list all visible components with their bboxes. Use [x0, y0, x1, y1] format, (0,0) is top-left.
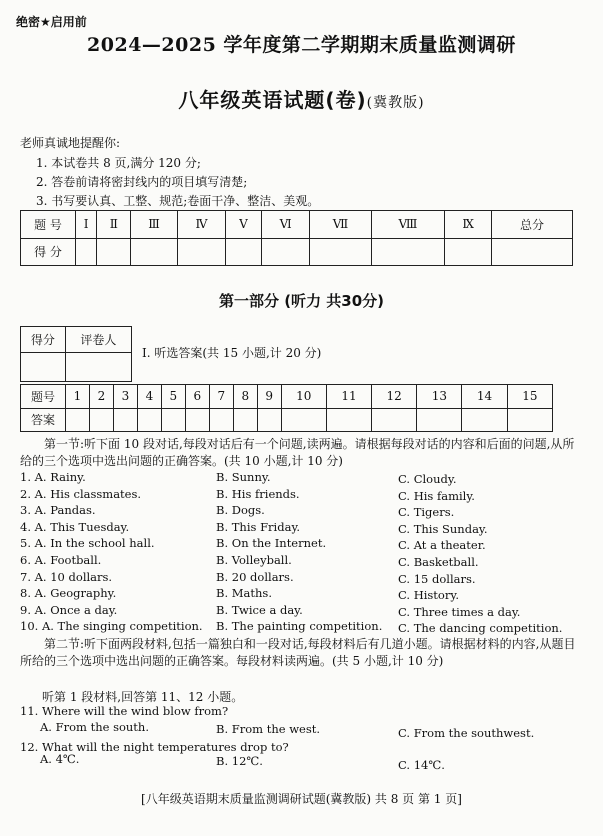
- option-c[interactable]: C. The dancing competition.: [398, 621, 563, 636]
- section-a-instructions: 第一节:听下面 10 段对话,每段对话后有一个问题,读两遍。请根据每段对话的内容和后面的问题,从所给的三个选项中选出问题的正确答案。(共 10 小题,计 10 分): [20, 437, 575, 468]
- score-cell[interactable]: [76, 238, 97, 266]
- score-header-cell: Ⅸ: [445, 211, 492, 239]
- score-header-cell: Ⅵ: [261, 211, 309, 239]
- score-cell[interactable]: [131, 238, 178, 266]
- answer-cell[interactable]: [281, 408, 326, 432]
- answer-header-cell: 1: [66, 385, 90, 409]
- option-b[interactable]: B. This Friday.: [216, 519, 301, 534]
- answer-header-cell: 10: [281, 385, 326, 409]
- answer-header-cell: 6: [185, 385, 209, 409]
- option-c[interactable]: C. Basketball.: [398, 555, 479, 569]
- option-c[interactable]: C. 15 dollars.: [398, 571, 476, 586]
- answer-cell[interactable]: [326, 408, 371, 432]
- question-option-a[interactable]: 9. A. Once a day.: [20, 602, 118, 617]
- grader-reviewer-label: 评卷人: [65, 327, 131, 353]
- question-option-a[interactable]: 7. A. 10 dollars.: [20, 569, 113, 584]
- answer-cell[interactable]: [209, 408, 233, 432]
- exam-title: 2024—2025 学年度第二学期期末质量监测调研: [87, 34, 516, 56]
- option-b[interactable]: B. 12℃.: [216, 754, 263, 768]
- question-12: 12. What will the night temperatures drop to?: [20, 740, 289, 754]
- page-footer: [八年级英语期末质量监测调研试题(冀教版) 共 8 页 第 1 页]: [141, 792, 462, 806]
- score-row-label: 得 分: [21, 238, 76, 266]
- answer-header-cell: 题号: [21, 385, 66, 409]
- answer-cell[interactable]: [257, 408, 281, 432]
- score-cell[interactable]: [261, 238, 309, 266]
- question-option-a[interactable]: 3. A. Pandas.: [20, 503, 96, 518]
- notice-heading: 老师真诚地提醒你:: [20, 136, 121, 150]
- answer-cell[interactable]: [462, 408, 507, 432]
- answer-header-cell: 13: [417, 385, 462, 409]
- option-c[interactable]: C. Three times a day.: [398, 604, 521, 619]
- score-cell[interactable]: [445, 238, 492, 266]
- answer-header-cell: 15: [507, 385, 552, 409]
- grader-score-label: 得分: [21, 327, 66, 353]
- answer-cell[interactable]: [233, 408, 257, 432]
- answer-header-cell: 12: [372, 385, 417, 409]
- grader-box: [20, 326, 132, 382]
- subtitle-text: 八年级英语试题(卷): [178, 88, 367, 112]
- material-1-instruction: 听第 1 段材料,回答第 11、12 小题。: [42, 690, 244, 704]
- option-b[interactable]: B. 20 dollars.: [216, 569, 294, 584]
- option-c[interactable]: C. From the southwest.: [398, 726, 535, 740]
- option-c[interactable]: C. History.: [398, 588, 459, 603]
- option-b[interactable]: B. Volleyball.: [216, 553, 292, 567]
- answer-cell[interactable]: [507, 408, 552, 432]
- option-a[interactable]: A. From the south.: [40, 720, 149, 734]
- part1-title: 第一部分 (听力 共30分): [218, 292, 385, 310]
- answer-table: [20, 384, 553, 432]
- question-option-a[interactable]: 8. A. Geography.: [20, 586, 117, 601]
- question-option-a[interactable]: 1. A. Rainy.: [20, 470, 86, 484]
- exam-subtitle: [0, 84, 603, 113]
- notice-item: 3. 书写要认真、工整、规范;卷面干净、整洁、美观。: [36, 194, 320, 208]
- score-header-cell: 题 号: [21, 211, 76, 239]
- option-b[interactable]: B. Dogs.: [216, 503, 265, 518]
- question-option-a[interactable]: 6. A. Football.: [20, 553, 102, 567]
- score-header-cell: Ⅲ: [131, 211, 178, 239]
- question-11: 11. Where will the wind blow from?: [20, 704, 229, 718]
- option-c[interactable]: C. 14℃.: [398, 758, 445, 772]
- grader-score-cell[interactable]: [21, 353, 66, 382]
- option-c[interactable]: C. Cloudy.: [398, 472, 457, 486]
- option-a[interactable]: A. 4℃.: [40, 752, 80, 766]
- option-c[interactable]: C. At a theater.: [398, 538, 486, 553]
- score-cell[interactable]: [492, 238, 573, 266]
- confidential-mark: 绝密★启用前: [16, 15, 87, 29]
- answer-cell[interactable]: [417, 408, 462, 432]
- score-cell[interactable]: [226, 238, 262, 266]
- option-b[interactable]: B. From the west.: [216, 722, 321, 736]
- answer-header-cell: 5: [161, 385, 185, 409]
- score-header-cell: Ⅶ: [310, 211, 371, 239]
- answer-cell[interactable]: [137, 408, 161, 432]
- score-header-cell: 总分: [492, 211, 573, 239]
- score-header-cell: Ⅳ: [177, 211, 225, 239]
- notice-item: 1. 本试卷共 8 页,满分 120 分;: [36, 156, 201, 170]
- option-b[interactable]: B. His friends.: [216, 486, 300, 501]
- section1-title: Ⅰ. 听选答案(共 15 小题,计 20 分): [142, 346, 322, 360]
- score-cell[interactable]: [97, 238, 131, 266]
- score-header-cell: Ⅱ: [97, 211, 131, 239]
- score-header-cell: Ⅰ: [76, 211, 97, 239]
- answer-cell[interactable]: [185, 408, 209, 432]
- question-option-a[interactable]: 4. A. This Tuesday.: [20, 519, 130, 534]
- answer-cell[interactable]: [372, 408, 417, 432]
- score-header-cell: Ⅷ: [371, 211, 445, 239]
- section-b-instructions: 第二节:听下面两段材料,包括一篇独白和一段对话,每段材料后有几道小题。请根据材料的内容,从题目所给的三个选项中选出问题的正确答案。每段材料读两遍。(共 5 小题,计 10 分): [20, 637, 576, 668]
- answer-cell[interactable]: [161, 408, 185, 432]
- score-cell[interactable]: [371, 238, 445, 266]
- answer-header-cell: 11: [326, 385, 371, 409]
- option-c[interactable]: C. His family.: [398, 488, 475, 503]
- grader-reviewer-cell[interactable]: [65, 353, 131, 382]
- answer-header-cell: 9: [257, 385, 281, 409]
- option-b[interactable]: B. Sunny.: [216, 470, 271, 484]
- answer-header-cell: 7: [209, 385, 233, 409]
- answer-header-cell: 14: [462, 385, 507, 409]
- answer-header-cell: 4: [137, 385, 161, 409]
- question-option-a[interactable]: 5. A. In the school hall.: [20, 536, 155, 551]
- option-b[interactable]: B. The painting competition.: [216, 619, 383, 634]
- option-c[interactable]: C. This Sunday.: [398, 521, 488, 536]
- answer-header-cell: 3: [113, 385, 137, 409]
- notice-item: 2. 答卷前请将密封线内的项目填写清楚;: [36, 175, 248, 189]
- answer-cell[interactable]: [66, 408, 90, 432]
- score-cell[interactable]: [177, 238, 225, 266]
- score-table: [20, 210, 573, 266]
- option-c[interactable]: C. Tigers.: [398, 505, 455, 520]
- score-header-cell: Ⅴ: [226, 211, 262, 239]
- answer-cell[interactable]: [113, 408, 137, 432]
- answer-header-cell: 8: [233, 385, 257, 409]
- question-option-a[interactable]: 2. A. His classmates.: [20, 486, 142, 501]
- edition-label: (冀教版): [366, 95, 425, 111]
- answer-cell[interactable]: [89, 408, 113, 432]
- score-cell[interactable]: [310, 238, 371, 266]
- option-b[interactable]: B. On the Internet.: [216, 536, 327, 551]
- answer-row-label: 答案: [21, 408, 66, 432]
- question-option-a[interactable]: 10. A. The singing competition.: [20, 619, 203, 634]
- answer-header-cell: 2: [89, 385, 113, 409]
- option-b[interactable]: B. Twice a day.: [216, 602, 303, 617]
- option-b[interactable]: B. Maths.: [216, 586, 272, 601]
